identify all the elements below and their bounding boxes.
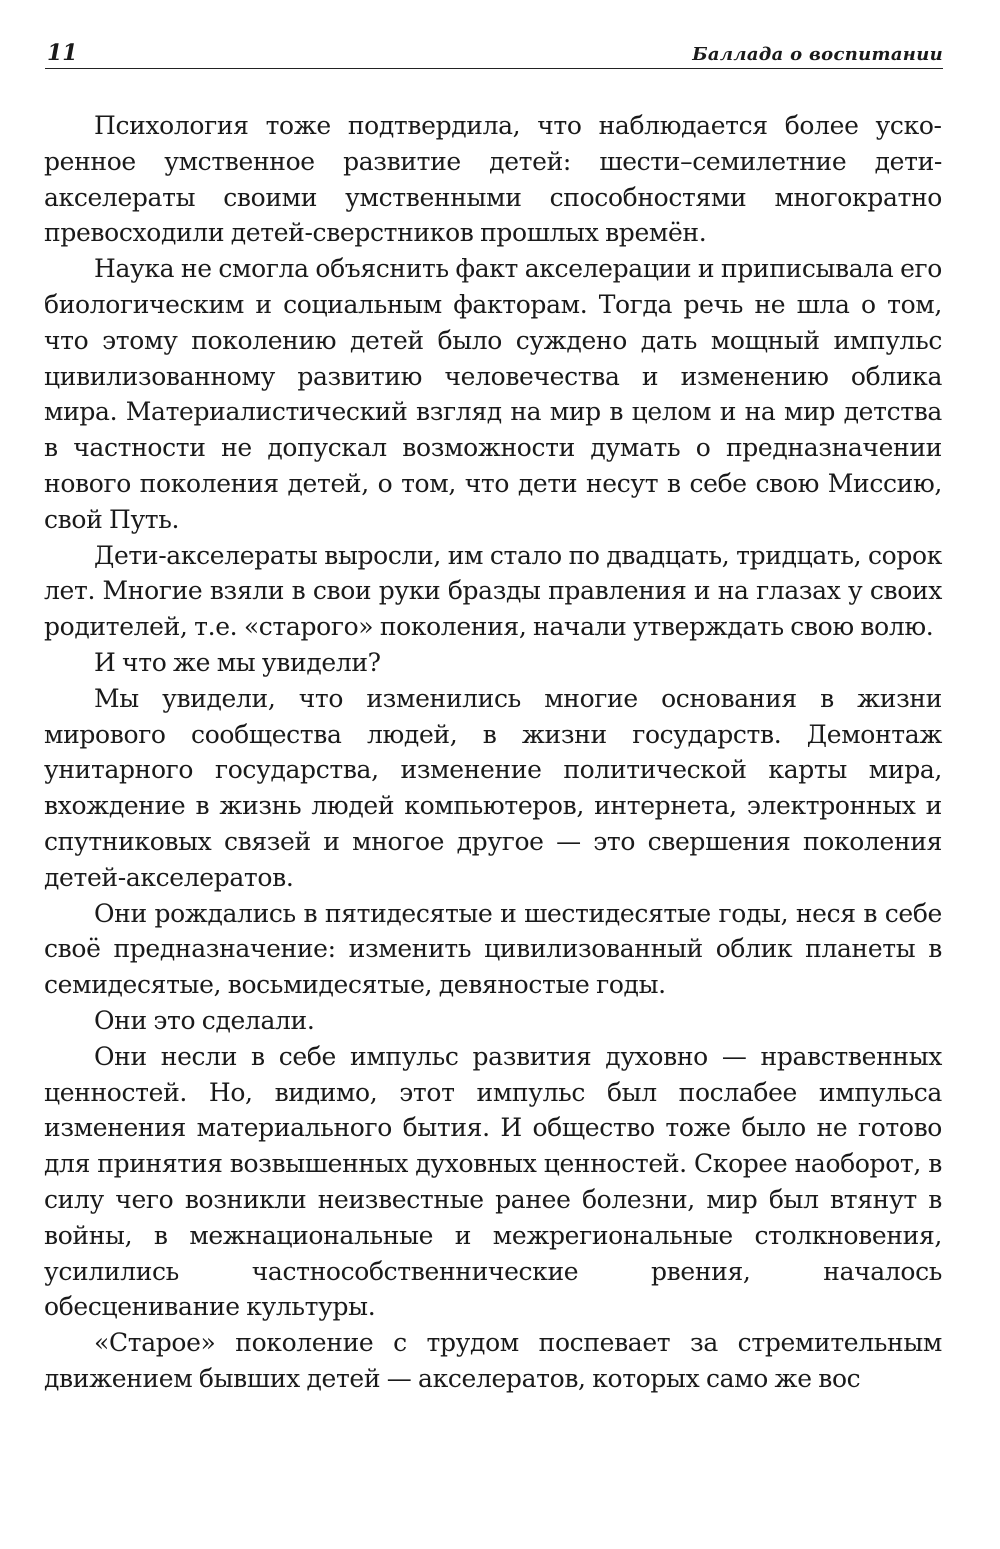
body-text xyxy=(44,108,942,1397)
paragraph: Мы увидели, что изменились многие основания в жизни мирового сообщества людей, в жизни государств. Демонтаж унитарного государства, изменение политической карты мира, вхождение в жизнь людей компьютеров, интернета, электронных и спутниковых связей и многое другое — это свершения поколения детей-акселератов. xyxy=(44,683,942,892)
paragraph: Они это сделали. xyxy=(94,1005,315,1035)
page-number: 11 xyxy=(47,40,78,66)
paragraph: Дети-акселераты выросли, им стало по двадцать, тридцать, сорок лет. Многие взяли в свои руки бразды правления и на глазах у своих родителей, т.е. «старого» поколения, начали утверждать свою волю. xyxy=(44,540,942,642)
paragraph: И что же мы увидели? xyxy=(94,647,381,677)
paragraph: Они рождались в пятидесятые и шестидесятые годы, неся в себе своё предназначение: изменить цивилизованный облик планеты в семидесятые, восьмидесятые, девяностые годы. xyxy=(44,898,942,1000)
paragraph: Они несли в себе импульс развития духовно — нравственных ценностей. Но, видимо, этот импульс был послабее импульса изменения материального бытия. И общество тоже было не готово для принятия возвышенных духовных ценностей. Скорее наоборот, в силу чего возникли неизвестные ранее болезни, мир был втянут в войны, в межнациональные и межрегиональные столкновения, усилились частнособственнические рвения, началось обесценивание культуры. xyxy=(44,1041,942,1322)
paragraph: Психология тоже подтвердила, что наблюдается более ускоренное умственное развитие детей: шести–семилетние дети-акселераты своими умственными способностями многократно превосходили детей-сверстников прошлых времён. xyxy=(44,111,942,248)
running-title: Баллада о воспитании xyxy=(692,44,943,65)
paragraph: «Старое» поколение с трудом поспевает за стремительным движением бывших детей — акселератов, которых само же вос xyxy=(44,1328,942,1393)
paragraph: Наука не смогла объяснить факт акселерации и приписывала его биологическим и социальным факторам. Тогда речь не шла о том, что этому поколению детей было суждено дать мощный импульс цивилизованному развитию человечества и изменению облика мира. Материалистический взгляд на мир в целом и на мир детства в частности не допускал возможности думать о предназначении нового поколения детей, о том, что дети несут в себе свою Миссию, свой Путь. xyxy=(44,254,942,534)
running-header xyxy=(45,38,943,69)
